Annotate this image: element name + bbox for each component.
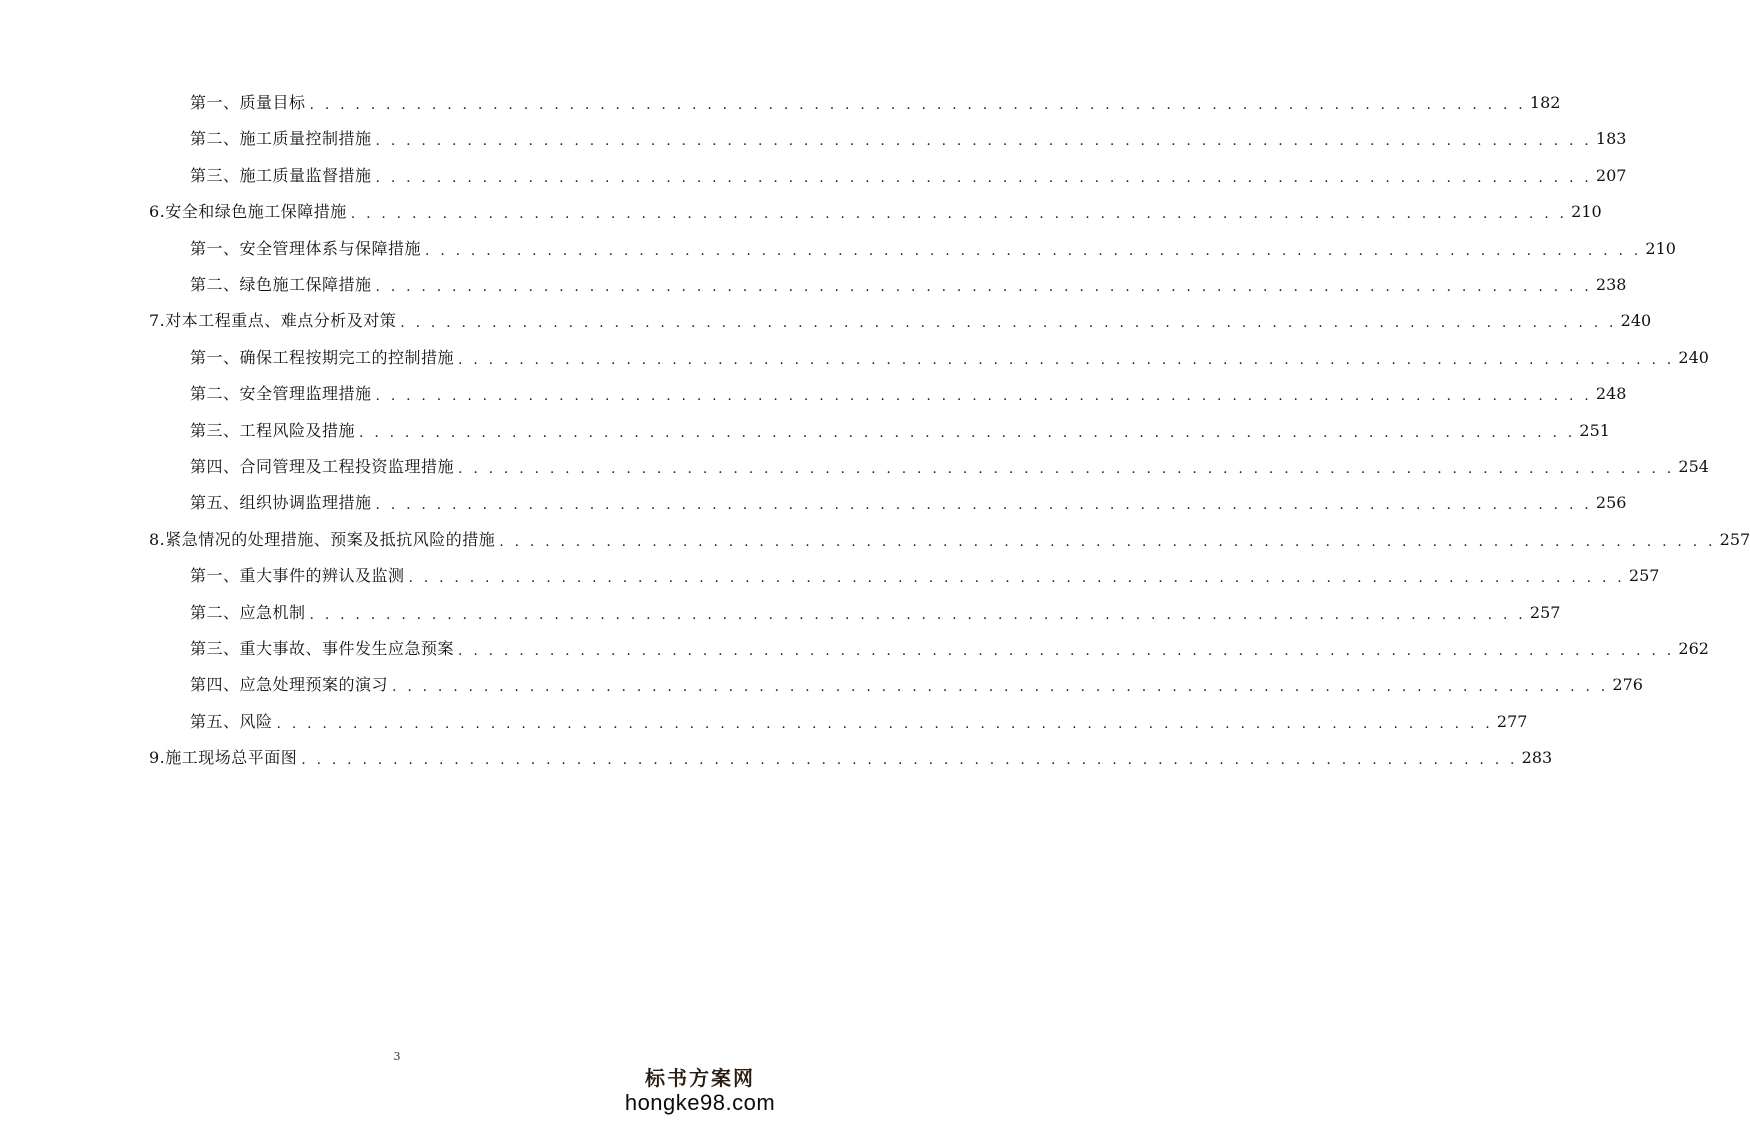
toc-entry-title: 第三、工程风险及措施: [190, 420, 356, 440]
toc-dot-leader: . . . . . . . . . . . . . . . . . . . . . . . . . . . . . . . . . . . . . . . . . . . . . . . . . . . . . . . . . . . . . . . . . . . . . . . . . . . . . . . .: [276, 715, 1493, 732]
toc-dot-leader: . . . . . . . . . . . . . . . . . . . . . . . . . . . . . . . . . . . . . . . . . . . . . . . . . . . . . . . . . . . . . . . . . . . . . . . . . . . . . . . .: [309, 606, 1526, 623]
toc-entry: [149, 525, 1750, 555]
toc-entry-title: 9.施工现场总平面图: [149, 748, 298, 768]
toc-entry: [190, 234, 1676, 264]
toc-entry-title: 7.对本工程重点、难点分析及对策: [149, 311, 397, 331]
toc-dot-leader: . . . . . . . . . . . . . . . . . . . . . . . . . . . . . . . . . . . . . . . . . . . . . . . . . . . . . . . . . . . . . . . . . . . . . . . . . . . . . . . .: [458, 643, 1675, 659]
toc-entry-page: 183: [1595, 129, 1627, 149]
toc-dot-leader: . . . . . . . . . . . . . . . . . . . . . . . . . . . . . . . . . . . . . . . . . . . . . . . . . . . . . . . . . . . . . . . . . . . . . . . . . . . . . . . .: [458, 461, 1675, 477]
toc-entry-title: 6.安全和绿色施工保障措施: [149, 202, 347, 222]
toc-dot-leader: . . . . . . . . . . . . . . . . . . . . . . . . . . . . . . . . . . . . . . . . . . . . . . . . . . . . . . . . . . . . . . . . . . . . . . . . . . . . . . . .: [375, 133, 1592, 150]
toc-entry-page: 240: [1678, 347, 1709, 367]
toc-entry: [190, 124, 1627, 154]
toc-entry: [190, 379, 1627, 409]
toc-entry: [190, 488, 1627, 518]
page-number: 3: [393, 1050, 401, 1063]
toc-entry-page: 256: [1595, 493, 1627, 513]
toc-entry-page: 251: [1579, 420, 1610, 440]
toc-dot-leader: . . . . . . . . . . . . . . . . . . . . . . . . . . . . . . . . . . . . . . . . . . . . . . . . . . . . . . . . . . . . . . . . . . . . . . . . . . . . . . . .: [392, 679, 1609, 696]
toc-entry-page: 182: [1529, 93, 1561, 112]
toc-entry-title: 第五、风险: [190, 711, 273, 731]
toc-dot-leader: . . . . . . . . . . . . . . . . . . . . . . . . . . . . . . . . . . . . . . . . . . . . . . . . . . . . . . . . . . . . . . . . . . . . . . . . . . . . . . . .: [425, 242, 1642, 259]
toc-entry-page: 210: [1571, 202, 1602, 222]
toc-entry-title: 第二、施工质量控制措施: [190, 129, 372, 149]
toc-entry-title: 第五、组织协调监理措施: [190, 493, 372, 513]
toc-dot-leader: . . . . . . . . . . . . . . . . . . . . . . . . . . . . . . . . . . . . . . . . . . . . . . . . . . . . . . . . . . . . . . . . . . . . . . . . . . . . . . . .: [499, 533, 1716, 550]
toc-entry-page: 262: [1678, 639, 1709, 658]
toc-entry: [190, 707, 1528, 737]
toc-dot-leader: . . . . . . . . . . . . . . . . . . . . . . . . . . . . . . . . . . . . . . . . . . . . . . . . . . . . . . . . . . . . . . . . . . . . . . . . . . . . . . . .: [350, 206, 1568, 223]
toc-entry: [190, 452, 1709, 482]
toc-entry-page: 283: [1521, 748, 1553, 768]
toc-entry-page: 254: [1678, 457, 1709, 476]
toc-entry: [190, 561, 1660, 591]
toc-entry-page: 257: [1628, 566, 1660, 586]
toc-dot-leader: . . . . . . . . . . . . . . . . . . . . . . . . . . . . . . . . . . . . . . . . . . . . . . . . . . . . . . . . . . . . . . . . . . . . . . . . . . . . . . . .: [458, 351, 1675, 368]
toc-dot-leader: . . . . . . . . . . . . . . . . . . . . . . . . . . . . . . . . . . . . . . . . . . . . . . . . . . . . . . . . . . . . . . . . . . . . . . . . . . . . . . . .: [375, 497, 1592, 514]
toc-dot-leader: . . . . . . . . . . . . . . . . . . . . . . . . . . . . . . . . . . . . . . . . . . . . . . . . . . . . . . . . . . . . . . . . . . . . . . . . . . . . . . . .: [400, 315, 1617, 332]
toc-entry-page: 240: [1620, 311, 1652, 331]
toc-entry: [190, 270, 1627, 300]
toc-entry-page: 277: [1496, 711, 1528, 731]
toc-entry: [190, 161, 1627, 191]
toc-dot-leader: . . . . . . . . . . . . . . . . . . . . . . . . . . . . . . . . . . . . . . . . . . . . . . . . . . . . . . . . . . . . . . . . . . . . . . . . . . . . . . . .: [301, 752, 1518, 769]
toc-dot-leader: . . . . . . . . . . . . . . . . . . . . . . . . . . . . . . . . . . . . . . . . . . . . . . . . . . . . . . . . . . . . . . . . . . . . . . . . . . . . . . . .: [309, 97, 1526, 113]
toc-entry-title: 第一、重大事件的辨认及监测: [190, 566, 405, 586]
toc-entry: [149, 306, 1652, 336]
toc-entry-title: 第二、绿色施工保障措施: [190, 275, 372, 294]
watermark-title: 标书方案网: [645, 1066, 755, 1090]
toc-dot-leader: . . . . . . . . . . . . . . . . . . . . . . . . . . . . . . . . . . . . . . . . . . . . . . . . . . . . . . . . . . . . . . . . . . . . . . . . . . . . . . . .: [408, 570, 1625, 587]
watermark-url: hongke98.com: [624, 1090, 776, 1115]
toc-entry-title: 第三、施工质量监督措施: [190, 165, 372, 185]
toc-dot-leader: . . . . . . . . . . . . . . . . . . . . . . . . . . . . . . . . . . . . . . . . . . . . . . . . . . . . . . . . . . . . . . . . . . . . . . . . . . . . . . . .: [375, 279, 1592, 295]
toc-entry-page: 257: [1529, 602, 1561, 622]
toc-entry: [190, 670, 1643, 700]
toc-entry: [190, 598, 1561, 628]
toc-entry-title: 第一、确保工程按期完工的控制措施: [190, 347, 455, 367]
toc-entry: [149, 743, 1553, 773]
toc-entry-page: 248: [1595, 384, 1627, 404]
toc-entry: [190, 416, 1610, 446]
toc-entry-title: 第二、安全管理监理措施: [190, 384, 372, 404]
toc-dot-leader: . . . . . . . . . . . . . . . . . . . . . . . . . . . . . . . . . . . . . . . . . . . . . . . . . . . . . . . . . . . . . . . . . . . . . . . . . . . . . . . .: [359, 424, 1576, 441]
toc-entry: [190, 88, 1561, 118]
toc-entry-page: 257: [1719, 529, 1750, 549]
toc-entry-page: 238: [1595, 275, 1627, 294]
toc-dot-leader: . . . . . . . . . . . . . . . . . . . . . . . . . . . . . . . . . . . . . . . . . . . . . . . . . . . . . . . . . . . . . . . . . . . . . . . . . . . . . . . .: [375, 388, 1592, 405]
toc-entry-title: 第一、安全管理体系与保障措施: [190, 238, 422, 258]
toc-entry: [149, 197, 1602, 227]
toc-entry-page: 210: [1645, 238, 1676, 258]
toc-entry-title: 第一、质量目标: [190, 93, 306, 112]
toc-entry-title: 第三、重大事故、事件发生应急预案: [190, 639, 455, 658]
site-watermark: [620, 1066, 780, 1116]
toc-entry-page: 276: [1612, 675, 1643, 695]
toc-dot-leader: . . . . . . . . . . . . . . . . . . . . . . . . . . . . . . . . . . . . . . . . . . . . . . . . . . . . . . . . . . . . . . . . . . . . . . . . . . . . . . . .: [375, 169, 1592, 186]
toc-entry: [190, 634, 1709, 664]
toc-entry-title: 第二、应急机制: [190, 602, 306, 622]
toc-entry-title: 8.紧急情况的处理措施、预案及抵抗风险的措施: [149, 529, 496, 549]
toc-entry-title: 第四、合同管理及工程投资监理措施: [190, 457, 455, 476]
toc-entry: [190, 343, 1709, 373]
toc-entry-title: 第四、应急处理预案的演习: [190, 675, 389, 695]
toc-entry-page: 207: [1595, 165, 1627, 185]
